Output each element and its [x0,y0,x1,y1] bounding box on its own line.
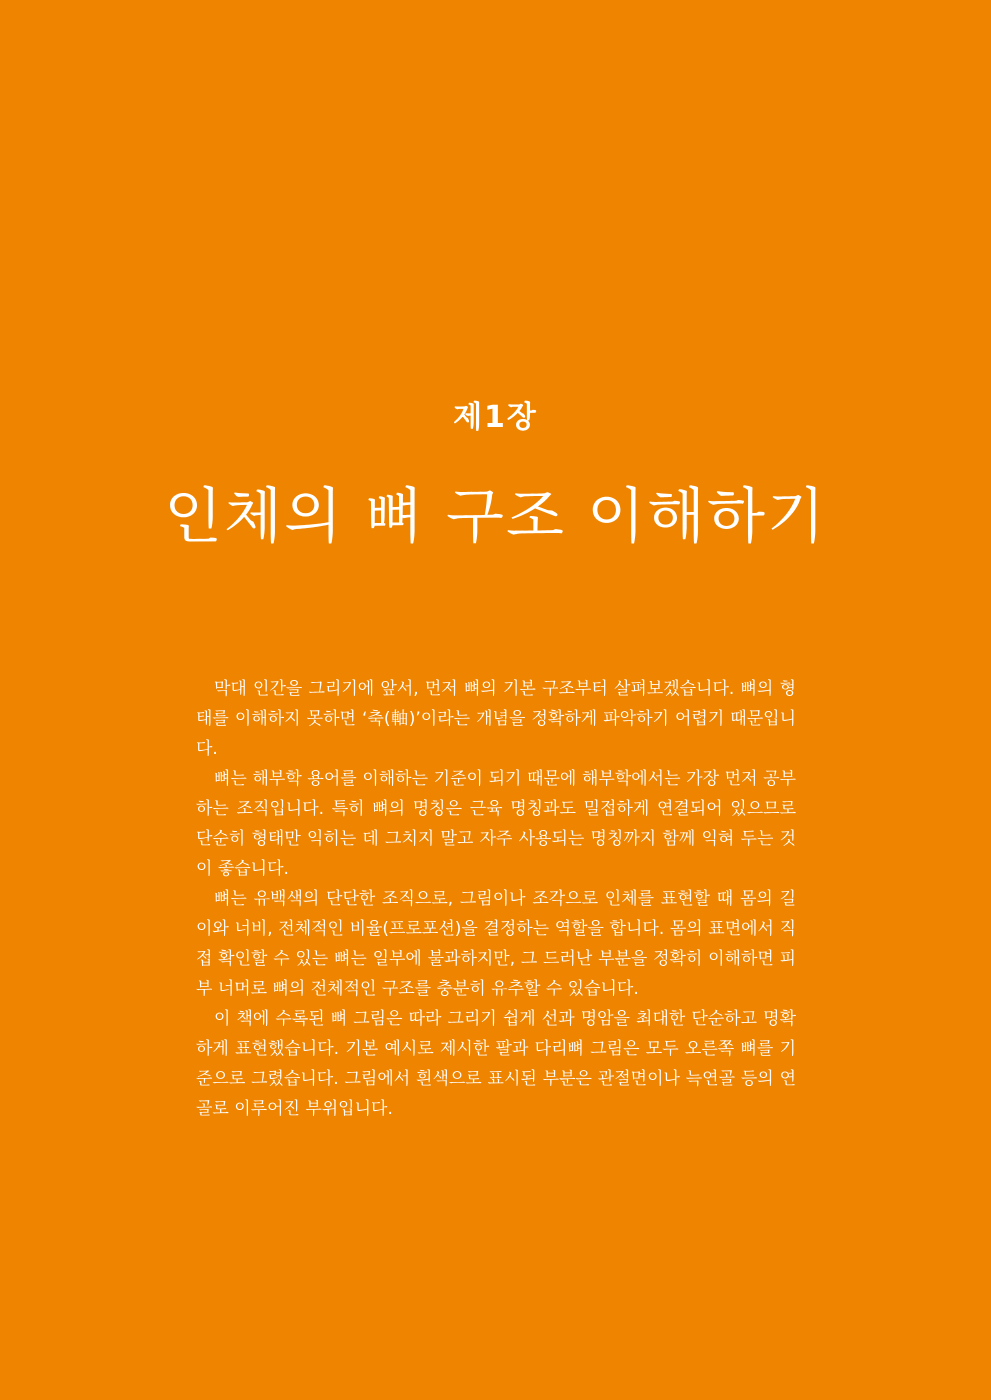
chapter-intro-text [196,674,796,1124]
chapter-number: 제1장 [453,400,538,435]
paragraph: 뼈는 유백색의 단단한 조직으로, 그림이나 조각으로 인체를 표현할 때 몸의 길이와 너비, 전체적인 비율(프로포션)을 결정하는 역할을 합니다. 몸의 표면에서 직접 확인할 수 있는 뼈는 일부에 불과하지만, 그 드러난 부분을 정확히 이해하면 피부 너머로 뼈의 전체적인 구조를 충분히 유추할 수 있습니다. [196,889,796,999]
paragraph: 뼈는 해부학 용어를 이해하는 기준이 되기 때문에 해부학에서는 가장 먼저 공부하는 조직입니다. 특히 뼈의 명칭은 근육 명칭과도 밀접하게 연결되어 있으므로 단순히 형태만 익히는 데 그치지 말고 자주 사용되는 명칭까지 함께 익혀 두는 것이 좋습니다. [196,769,796,879]
paragraph: 이 책에 수록된 뼈 그림은 따라 그리기 쉽게 선과 명암을 최대한 단순하고 명확하게 표현했습니다. 기본 예시로 제시한 팔과 다리뼈 그림은 모두 오른쪽 뼈를 기준으로 그렸습니다. 그림에서 흰색으로 표시된 부분은 관절면이나 늑연골 등의 연골로 이루어진 부위입니다. [196,1009,796,1119]
paragraph: 막대 인간을 그리기에 앞서, 먼저 뼈의 기본 구조부터 살펴보겠습니다. 뼈의 형태를 이해하지 못하면 ‘축(軸)’이라는 개념을 정확하게 파악하기 어렵기 때문입니다. [196,679,796,759]
chapter-title: 인체의 뼈 구조 이해하기 [164,482,827,552]
